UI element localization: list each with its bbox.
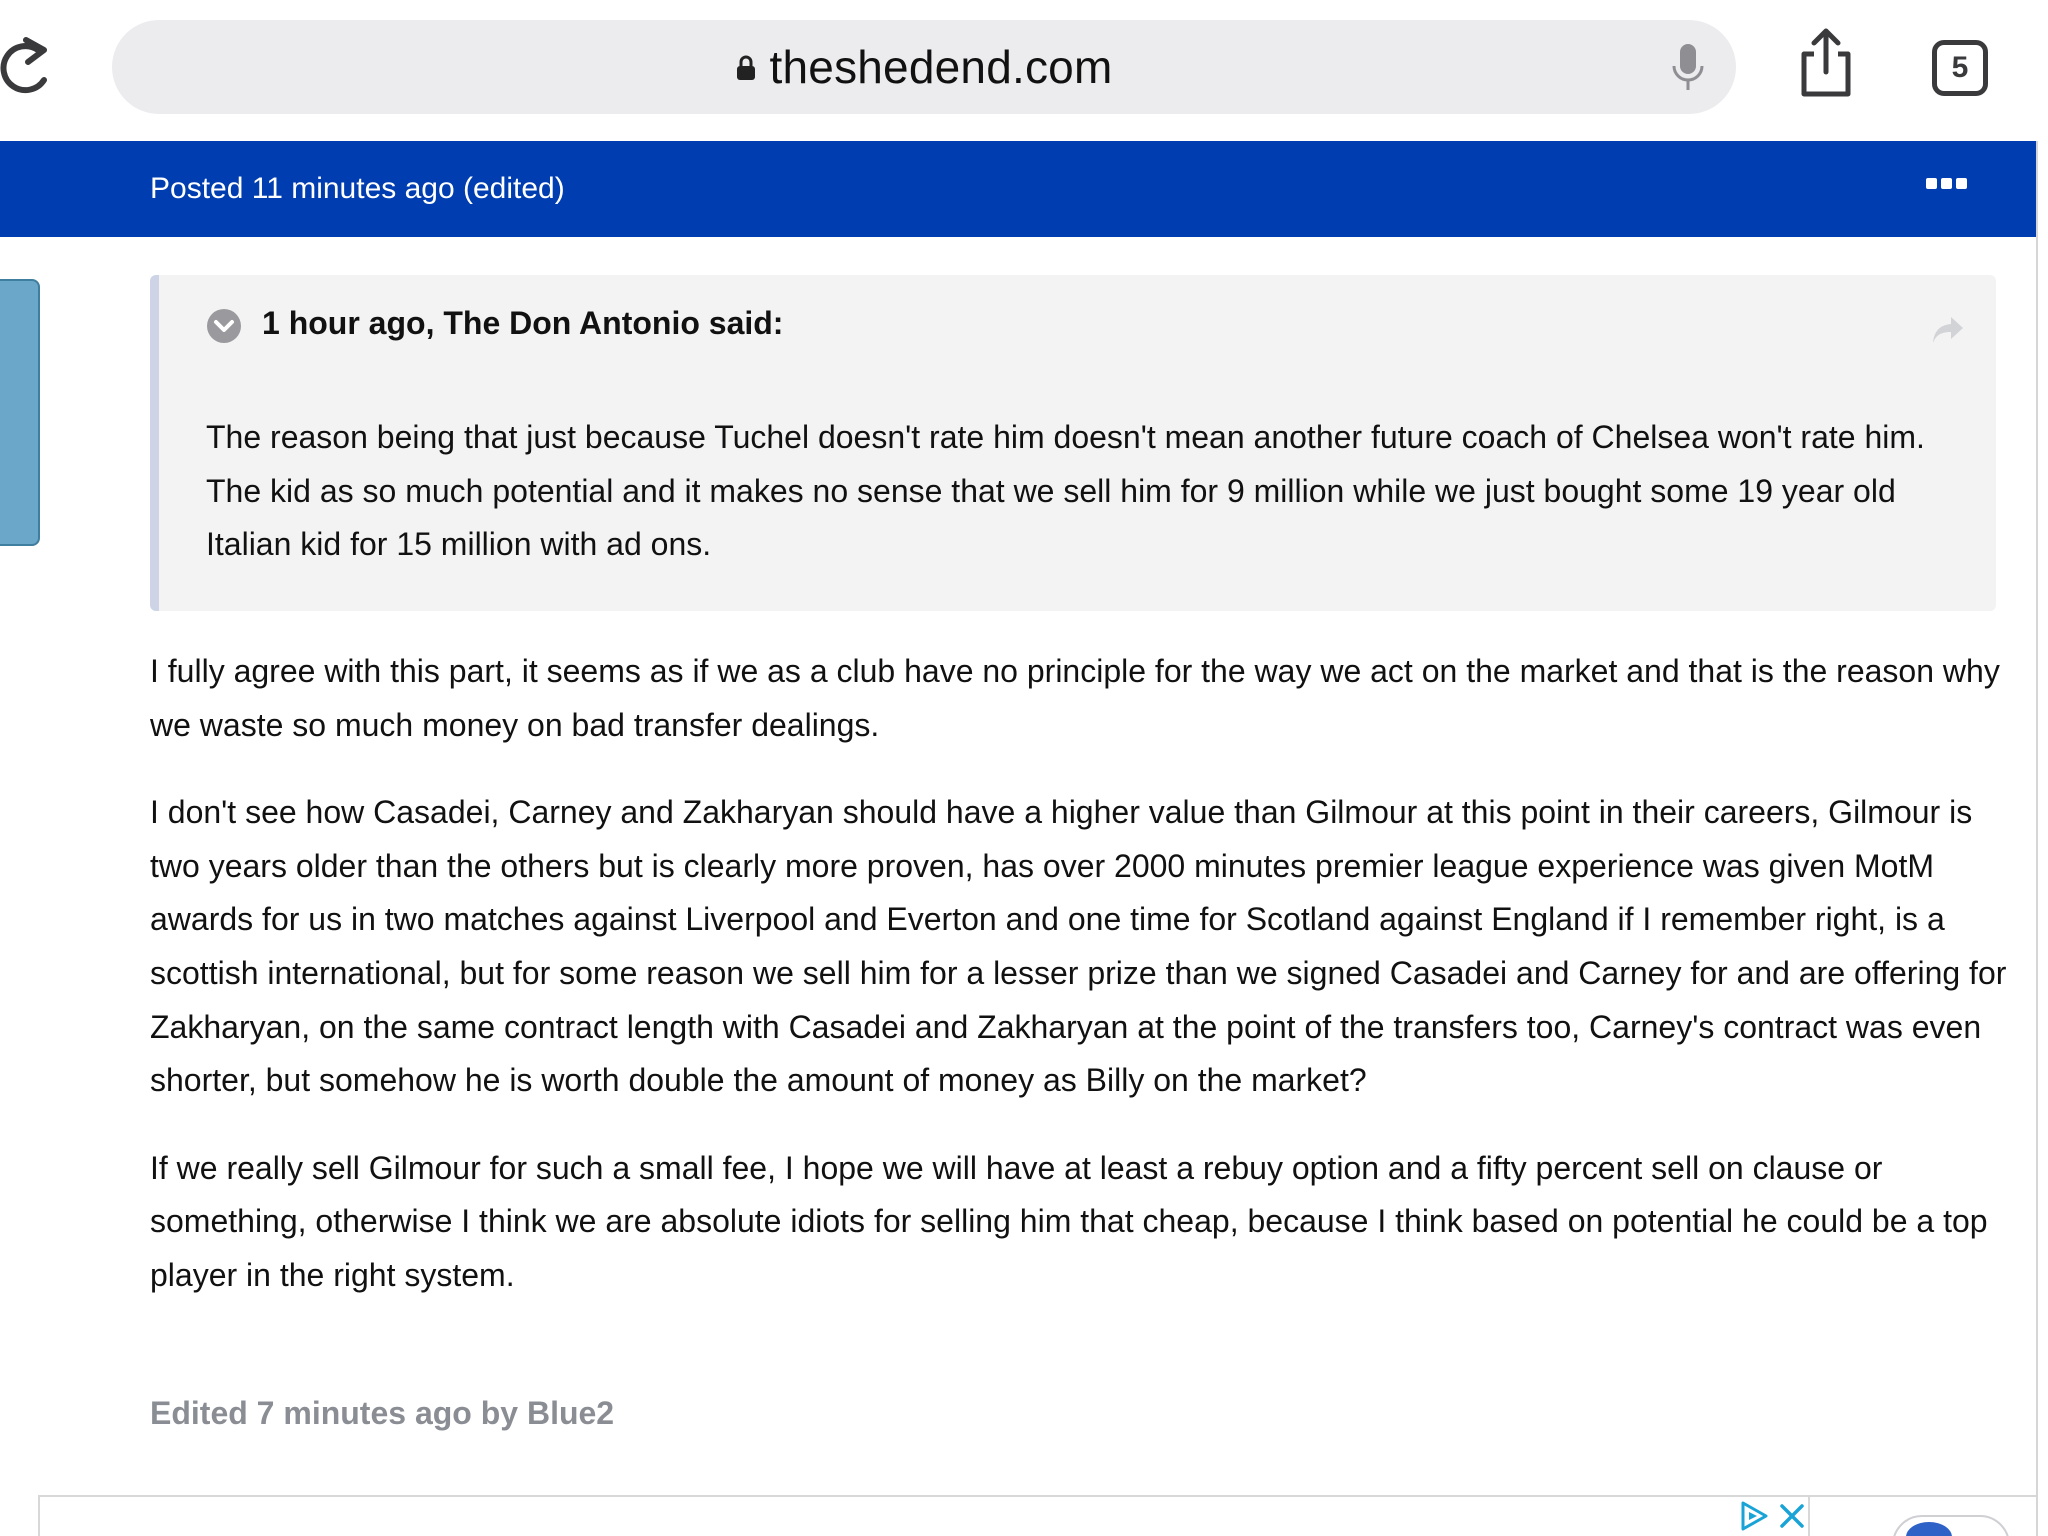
- ad-banner[interactable]: [38, 1495, 2036, 1536]
- tab-count: 5: [1951, 51, 1969, 84]
- close-icon[interactable]: [1778, 1502, 1806, 1530]
- post-header: [0, 141, 2036, 237]
- share-arrow-icon[interactable]: [1931, 315, 1965, 345]
- browser-toolbar: [0, 0, 2048, 140]
- address-bar[interactable]: [112, 20, 1736, 114]
- lock-icon: [736, 55, 756, 81]
- post-paragraph-3: If we really sell Gilmour for such a small fee, I hope we will have at least a rebuy option and a fifty percent sell on clause or something, otherwise I think we are absolute idiots for selling him that cheap, because I think based on potential he could be a top player in the right system.: [150, 1149, 1988, 1293]
- adchoices-icon[interactable]: [1738, 1500, 1770, 1532]
- tabs-icon[interactable]: [1932, 40, 1988, 96]
- quote-block: [150, 275, 1996, 611]
- url-display[interactable]: [112, 20, 1736, 114]
- quote-author: 1 hour ago, The Don Antonio said:: [262, 305, 784, 341]
- author-panel-edge: [0, 279, 40, 546]
- edited-note: Edited 7 minutes ago by Blue2: [150, 1395, 615, 1431]
- mic-icon[interactable]: [1670, 42, 1706, 94]
- post-paragraph-1: I fully agree with this part, it seems as if we as a club have no principle for the way we act on the market and that is the reason why we waste so much money on bad transfer dealings.: [150, 653, 2000, 743]
- reload-icon[interactable]: [0, 36, 56, 100]
- more-icon[interactable]: [1926, 175, 1968, 193]
- post-body: [150, 645, 2010, 1337]
- content-right-border: [2036, 141, 2038, 1536]
- url-text: theshedend.com: [769, 41, 1113, 93]
- share-icon[interactable]: [1796, 28, 1856, 98]
- ad-divider: [1808, 1495, 1810, 1536]
- quote-text: [206, 411, 1986, 572]
- post-paragraph-2: I don't see how Casadei, Carney and Zakharyan should have a higher value than Gilmour at this point in their careers, Gilmour is two years older than the others but is clearly more proven, has over 2000 minutes premier league experience was given MotM awards for us in two matches against Liverpool and Everton and one time for Scotland against England if I remember right, is a scottish international, but for some reason we sell him for a lesser prize than we signed Casadei and Carney for and are offering for Zakharyan, on the same contract length with Casadei and Zakharyan at the point of the transfers too, Carney's contract was even shorter, but somehow he is worth double the amount of money as Billy on the market?: [150, 794, 2007, 1099]
- post-timestamp[interactable]: Posted 11 minutes ago (edited): [150, 172, 565, 205]
- chevron-down-icon[interactable]: [206, 308, 242, 344]
- quote-paragraph: The reason being that just because Tuchel doesn't rate him doesn't mean another future coach of Chelsea won't rate him. The kid as so much potential and it makes no sense that we sell him for 9 million while we just bought some 19 year old Italian kid for 15 million with ad ons.: [206, 419, 1925, 562]
